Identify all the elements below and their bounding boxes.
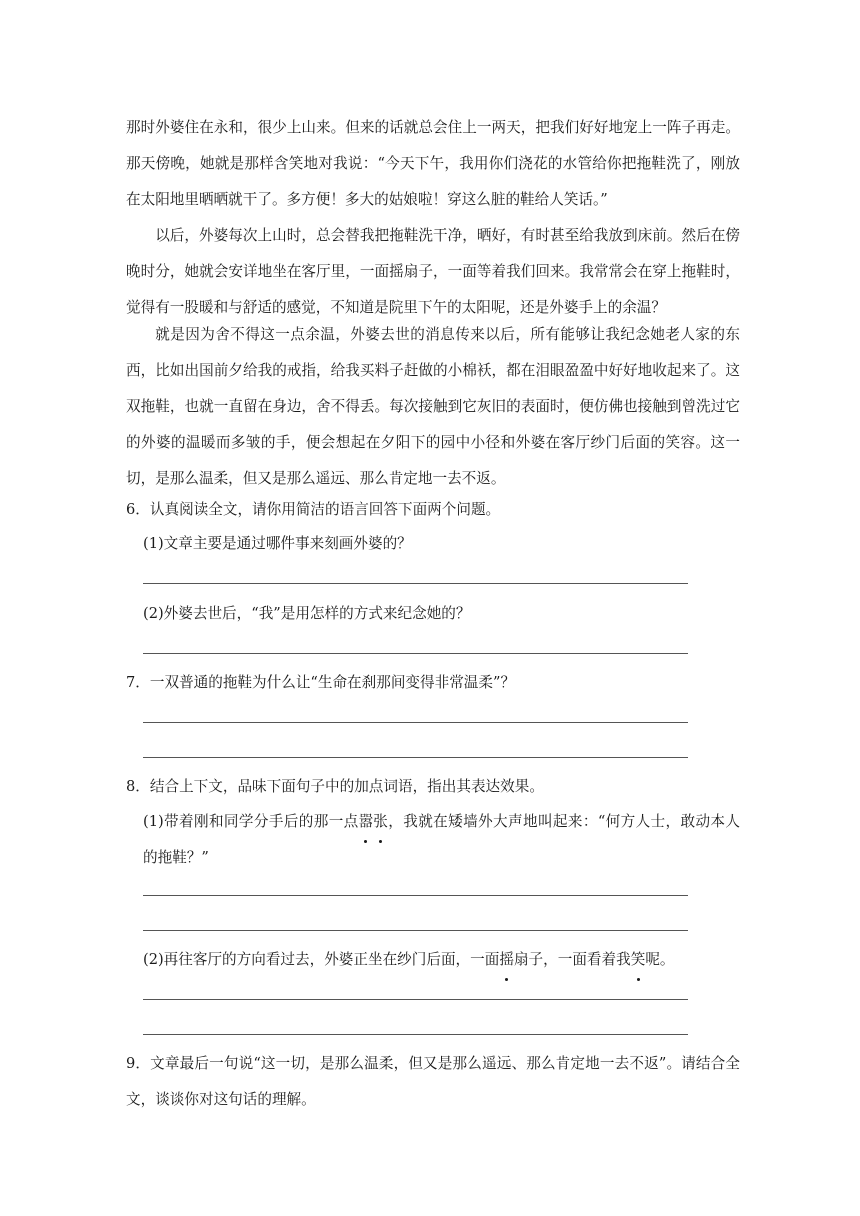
answer-line[interactable] (143, 999, 688, 1000)
question-8-1-text-after: ，我就在矮墙外大声地叫起来：“何方人士，敢动本人的拖鞋？” (143, 813, 740, 866)
answer-line[interactable] (143, 930, 688, 931)
emphasis-dot-word: 嚣 (359, 804, 374, 840)
question-8-2 (143, 942, 740, 978)
answer-line[interactable] (143, 895, 688, 896)
question-8: 8．结合上下文，品味下面句子中的加点词语，指出其表达效果。 (126, 778, 544, 795)
answer-line[interactable] (143, 583, 688, 584)
answer-line[interactable] (143, 653, 688, 654)
answer-line[interactable] (143, 757, 688, 758)
question-9: 9．文章最后一句说“这一切，是那么温柔，但又是那么遥远、那么肯定地一去不返”。请结合全文，谈谈你对这句话的理解。 (126, 1055, 740, 1108)
answer-line[interactable] (143, 1034, 688, 1035)
question-8-2-text-before: (2)再往客厅的方向看过去，外婆正坐在纱门后面，一面 (143, 951, 500, 968)
question-8-1 (143, 804, 740, 876)
passage-paragraph-1: 那时外婆住在永和，很少上山来。但来的话就总会住上一两天，把我们好好地宠上一阵子再走。那天傍晚，她就是那样含笑地对我说：“今天下午，我用你们浇花的水管给你把拖鞋洗了，刚放在太阳地里晒晒就干了。多方便！多大的姑娘啦！穿这么脏的鞋给人笑话。” (126, 119, 740, 208)
emphasis-dot-word: 张 (373, 804, 388, 840)
passage-paragraph-2: 以后，外婆每次上山时，总会替我把拖鞋洗干净，晒好，有时甚至给我放到床前。然后在傍晚时分，她就会安详地坐在客厅里，一面摇扇子，一面等着我们回来。我常常会在穿上拖鞋时，觉得有一股暖和与舒适的感觉，不知道是院里下午的太阳呢，还是外婆手上的余温？ (126, 227, 740, 316)
question-6-1: (1)文章主要是通过哪件事来刻画外婆的？ (143, 535, 412, 552)
question-8-2-text-after: 呢。 (645, 951, 675, 968)
question-7: 7．一双普通的拖鞋为什么让“生命在刹那间变得非常温柔”？ (126, 674, 516, 691)
answer-line[interactable] (143, 722, 688, 723)
passage-paragraph-3: 就是因为舍不得这一点余温，外婆去世的消息传来以后，所有能够让我纪念她老人家的东西，比如出国前夕给我的戒指，给我买料子赶做的小棉袄，都在泪眼盈盈中好好地收起来了。这双拖鞋，也就一直留在身边，舍不得丢。每次接触到它灰旧的表面时，便仿佛也接触到曾洗过它的外婆的温暖而多皱的手，便会想起在夕阳下的园中小径和外婆在客厅纱门后面的笑容。这一切，是那么温柔，但又是那么遥远、那么肯定地一去不返。 (126, 326, 740, 487)
question-8-2-text-middle: 扇子，一面看着我 (513, 951, 631, 968)
question-6: 6．认真阅读全文，请你用简洁的语言回答下面两个问题。 (126, 501, 501, 518)
emphasis-dot-word: 笑 (631, 942, 646, 978)
question-6-2: (2)外婆去世后，“我”是用怎样的方式来纪念她的？ (143, 605, 471, 622)
question-8-1-text-before: (1)带着刚和同学分手后的那一点 (143, 813, 359, 830)
emphasis-dot-word: 摇 (499, 942, 514, 978)
